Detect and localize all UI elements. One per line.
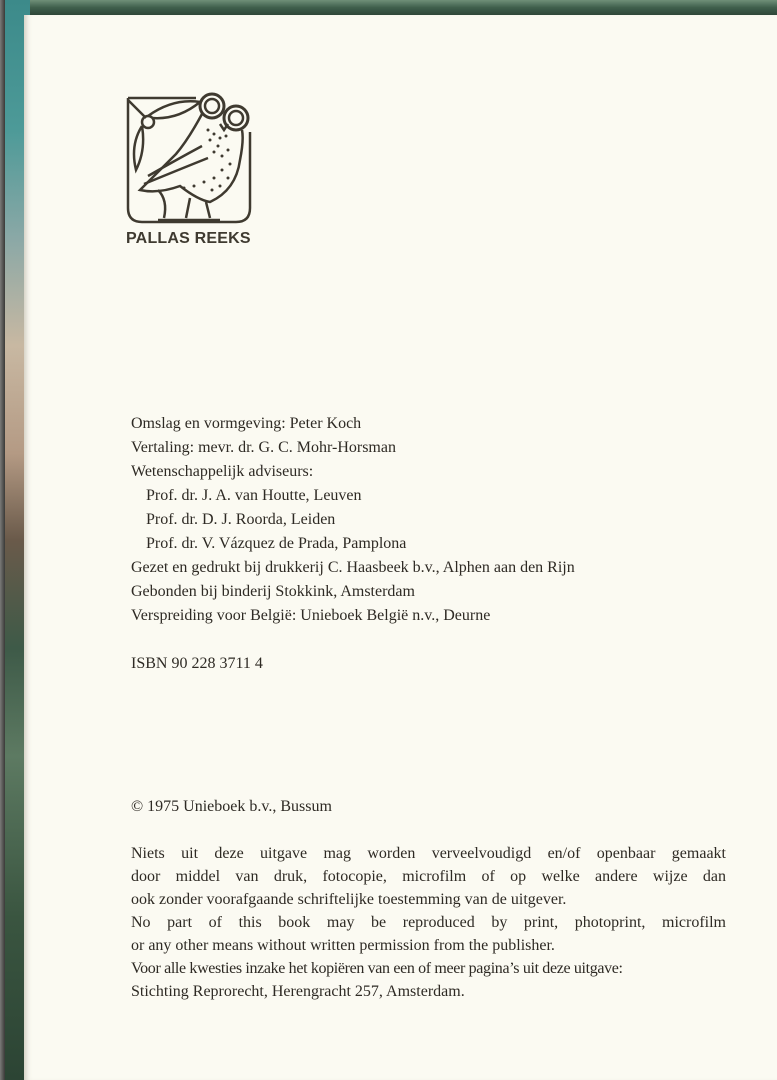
book-cover-top-edge xyxy=(0,0,777,15)
pallas-owl-logo-icon xyxy=(118,90,266,250)
credit-distribution: Verspreiding voor België: Unieboek België n.v., Deurne xyxy=(131,607,491,624)
notice-english-line: No part of this book may be reproduced by print, photoprint, microfilm xyxy=(131,914,726,931)
credit-translation: Vertaling: mevr. dr. G. C. Mohr-Horsman xyxy=(131,439,396,456)
notice-english-line: or any other means without written permission from the publisher. xyxy=(131,937,555,954)
notice-dutch-line: ook zonder voorafgaande schriftelijke toestemming van de uitgever. xyxy=(131,891,567,908)
isbn: ISBN 90 228 3711 4 xyxy=(131,655,263,672)
credit-cover-design: Omslag en vormgeving: Peter Koch xyxy=(131,415,362,432)
owl-icon xyxy=(118,90,266,230)
advisor-item: Prof. dr. J. A. van Houtte, Leuven xyxy=(146,487,362,504)
copyright-line: © 1975 Unieboek b.v., Bussum xyxy=(131,798,332,815)
series-logo-label: PALLAS REEKS xyxy=(126,230,251,247)
notice-dutch-line: Niets uit deze uitgave mag worden verveelvoudigd en/of openbaar gemaakt xyxy=(131,845,726,862)
notice-contact-line: Stichting Reprorecht, Herengracht 257, Amsterdam. xyxy=(131,983,465,1000)
advisor-item: Prof. dr. V. Vázquez de Prada, Pamplona xyxy=(146,535,407,552)
credit-binding: Gebonden bij binderij Stokkink, Amsterdam xyxy=(131,583,415,600)
notice-dutch-line: door middel van druk, fotocopie, microfilm of op welke andere wijze dan xyxy=(131,868,726,885)
book-spine-shadow xyxy=(0,0,5,1080)
advisors-heading: Wetenschappelijk adviseurs: xyxy=(131,463,314,480)
credit-printing: Gezet en gedrukt bij drukkerij C. Haasbeek b.v., Alphen aan den Rijn xyxy=(131,559,575,576)
notice-contact-line: Voor alle kwesties inzake het kopiëren van een of meer pagina’s uit deze uitgave: xyxy=(131,960,623,977)
advisor-item: Prof. dr. D. J. Roorda, Leiden xyxy=(146,511,336,528)
